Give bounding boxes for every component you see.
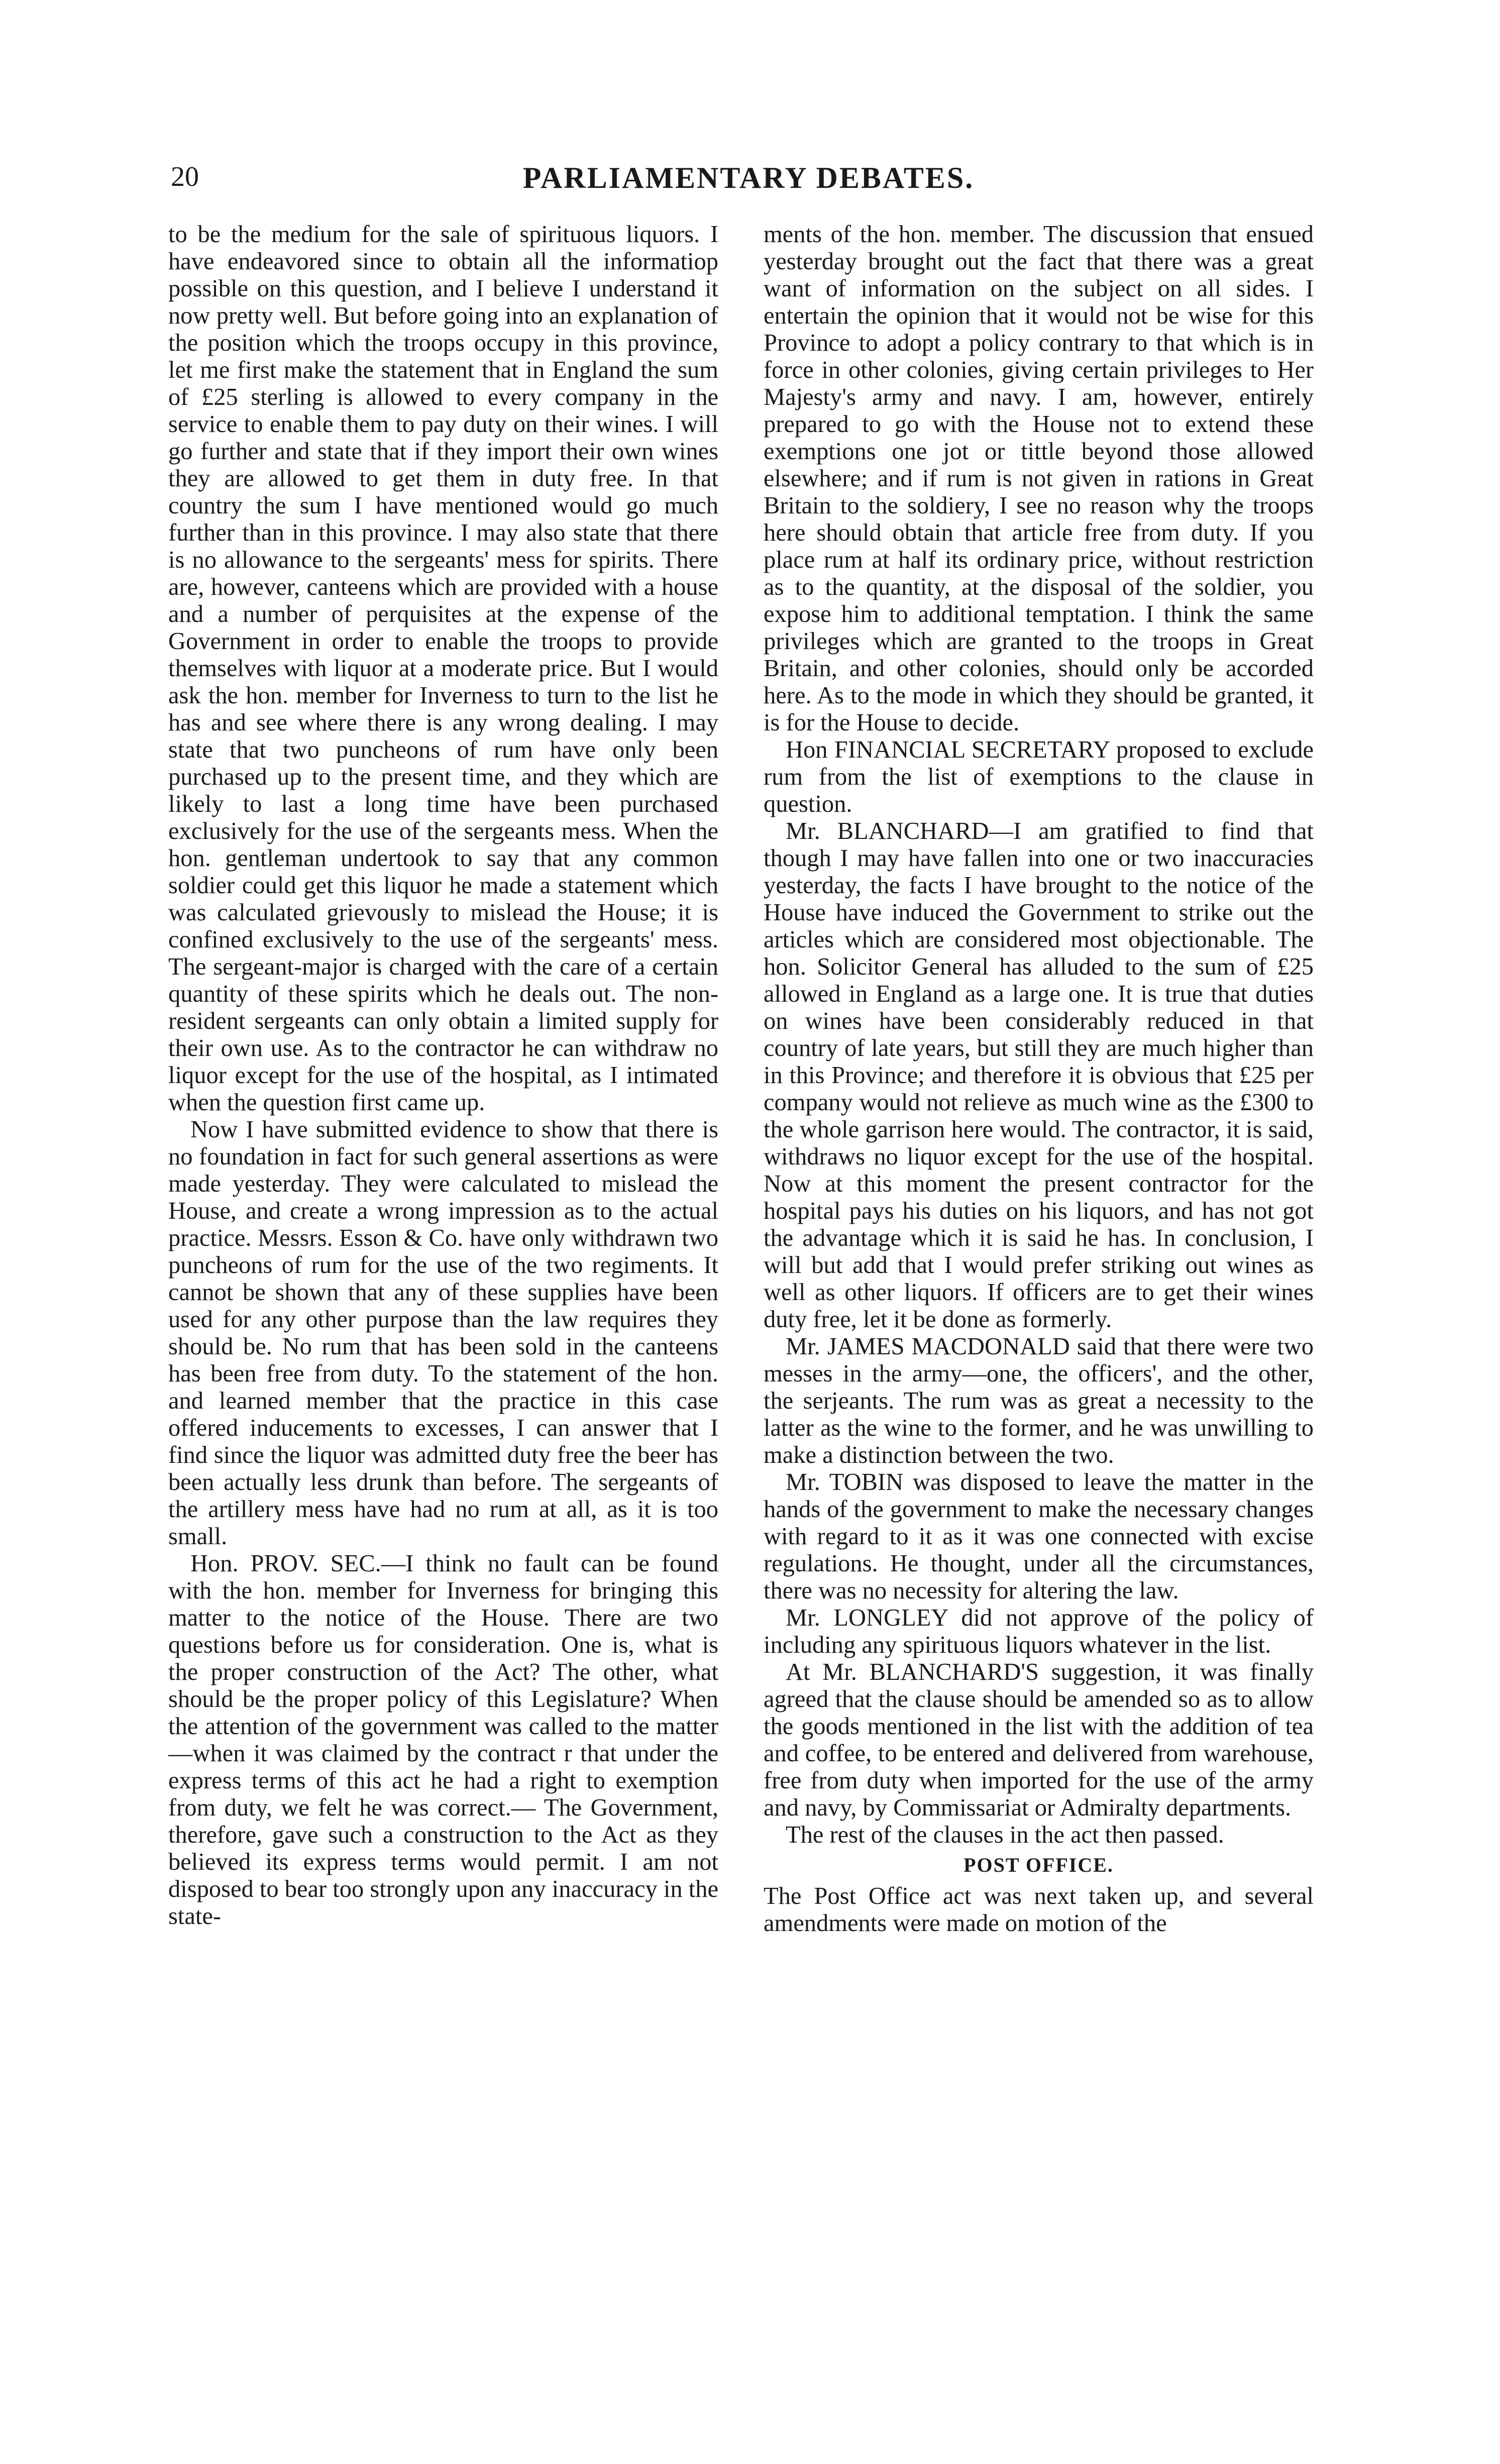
right-column (764, 221, 1314, 1937)
running-title: PARLIAMENTARY DEBATES. (522, 161, 975, 194)
paragraph: to be the medium for the sale of spirituous liquors. I have endeavored since to obtain all the informatiop possible on this question, and I believe I understand it now pretty well. But before going into an explanation of the position which the troops occupy in this province, let me first make the statement that in England the sum of £25 sterling is allowed to every company in the service to enable them to pay duty on their wines. I will go further and state that if they import their own wines they are allowed to get them in duty free. In that country the sum I have mentioned would go much further than in this province. I may also state that there is no allowance to the sergeants' mess for spirits. There are, however, canteens which are provided with a house and a number of perquisites at the expense of the Government in order to enable the troops to provide themselves with liquor at a moderate price. But I would ask the hon. member for Inverness to turn to the list he has and see where there is any wrong dealing. I may state that two puncheons of rum have only been purchased up to the present time, and they which are likely to last a long time have been purchased exclusively for the use of the sergeants mess. When the hon. gentleman undertook to say that any common soldier could get this liquor he made a statement which was calculated grievously to mislead the House; it is confined exclusively to the use of the sergeants' mess. The sergeant-major is charged with the care of a certain quantity of these spirits which he deals out. The non-resident sergeants can only obtain a limited supply for their own use. As to the contractor he can withdraw no liquor except for the use of the hospital, as I intimated when the question first came up. (168, 221, 718, 1116)
paragraph: Now I have submitted evidence to show that there is no foundation in fact for such general assertions as were made yesterday. They were calculated to mislead the House, and create a wrong impression as to the actual practice. Messrs. Esson & Co. have only withdrawn two puncheons of rum for the use of the two regiments. It cannot be shown that any of these supplies have been used for any other purpose than the law requires they should be. No rum that has been sold in the canteens has been free from duty. To the statement of the hon. and learned member that the practice in this case offered inducements to excesses, I can answer that I find since the liquor was admitted duty free the beer has been actually less drunk than before. The sergeants of the artillery mess have had no rum at all, as it is too small. (168, 1116, 718, 1550)
page-number: 20 (171, 161, 199, 192)
paragraph: Mr. LONGLEY did not approve of the policy of including any spirituous liquors whatever in the list. (764, 1604, 1314, 1658)
paragraph: Hon. PROV. SEC.—I think no fault can be found with the hon. member for Inverness for bringing this matter to the notice of the House. There are two questions before us for consideration. One is, what is the proper construction of the Act? The other, what should be the proper policy of this Legislature? When the attention of the government was called to the matter—when it was claimed by the contract r that under the express terms of this act he had a right to exemption from duty, we felt he was correct.— The Government, therefore, gave such a construction to the Act as they believed its express terms would permit. I am not disposed to bear too strongly upon any inaccuracy in the state- (168, 1550, 719, 1930)
section-heading: POST OFFICE. (963, 1854, 1114, 1876)
paragraph: Mr. JAMES MACDONALD said that there were two messes in the army—one, the officers', and the other, the serjeants. The rum was as great a necessity to the latter as the wine to the former, and he was unwilling to make a distinction between the two. (764, 1333, 1314, 1468)
paragraph: The Post Office act was next taken up, and several amendments were made on motion of the (764, 1883, 1314, 1937)
page-header (171, 161, 1326, 206)
paragraph: Mr. TOBIN was disposed to leave the matter in the hands of the government to make the necessary changes with regard to it as it was one connected with excise regulations. He thought, under all the circumstances, there was no necessity for altering the law. (764, 1469, 1314, 1604)
paragraph: Hon FINANCIAL SECRETARY proposed to exclude rum from the list of exemptions to the clause in question. (764, 736, 1314, 817)
paragraph: ments of the hon. member. The discussion that ensued yesterday brought out the fact that there was a great want of information on the subject on all sides. I entertain the opinion that it would not be wise for this Province to adopt a policy contrary to that which is in force in other colonies, giving certain privileges to Her Majesty's army and navy. I am, however, entirely prepared to go with the House not to extend these exemptions one jot or tittle beyond those allowed elsewhere; and if rum is not given in rations in Great Britain to the soldiery, I see no reason why the troops here should obtain that article free from duty. If you place rum at half its ordinary price, without restriction as to the quantity, at the disposal of the soldier, you expose him to additional temptation. I think the same privileges which are granted to the troops in Great Britain, and other colonies, should only be accorded here. As to the mode in which they should be granted, it is for the House to decide. (764, 221, 1314, 736)
paragraph: Mr. BLANCHARD—I am gratified to find that though I may have fallen into one or two inaccuracies yesterday, the facts I have brought to the notice of the House have induced the Government to strike out the articles which are considered most objectionable. The hon. Solicitor General has alluded to the sum of £25 allowed in England as a large one. It is true that duties on wines have been considerably reduced in that country of late years, but still they are much higher than in this Province; and therefore it is obvious that £25 per company would not relieve as much wine as the £300 to the whole garrison here would. The contractor, it is said, withdraws no liquor except for the use of the hospital. Now at this moment the present contractor for the hospital pays his duties on his liquors, and has not got the advantage which it is said he has. In conclusion, I will but add that I would prefer striking out wines as well as other liquors. If officers are to get their wines duty free, let it be done as formerly. (764, 818, 1314, 1333)
paragraph: At Mr. BLANCHARD'S suggestion, it was finally agreed that the clause should be amended so as to allow the goods mentioned in the list with the addition of tea and coffee, to be entered and delivered from warehouse, free from duty when imported for the use of the army and navy, by Commissariat or Admiralty departments. (764, 1659, 1314, 1821)
paragraph: The rest of the clauses in the act then passed. (786, 1822, 1224, 1848)
left-column (168, 221, 718, 1930)
